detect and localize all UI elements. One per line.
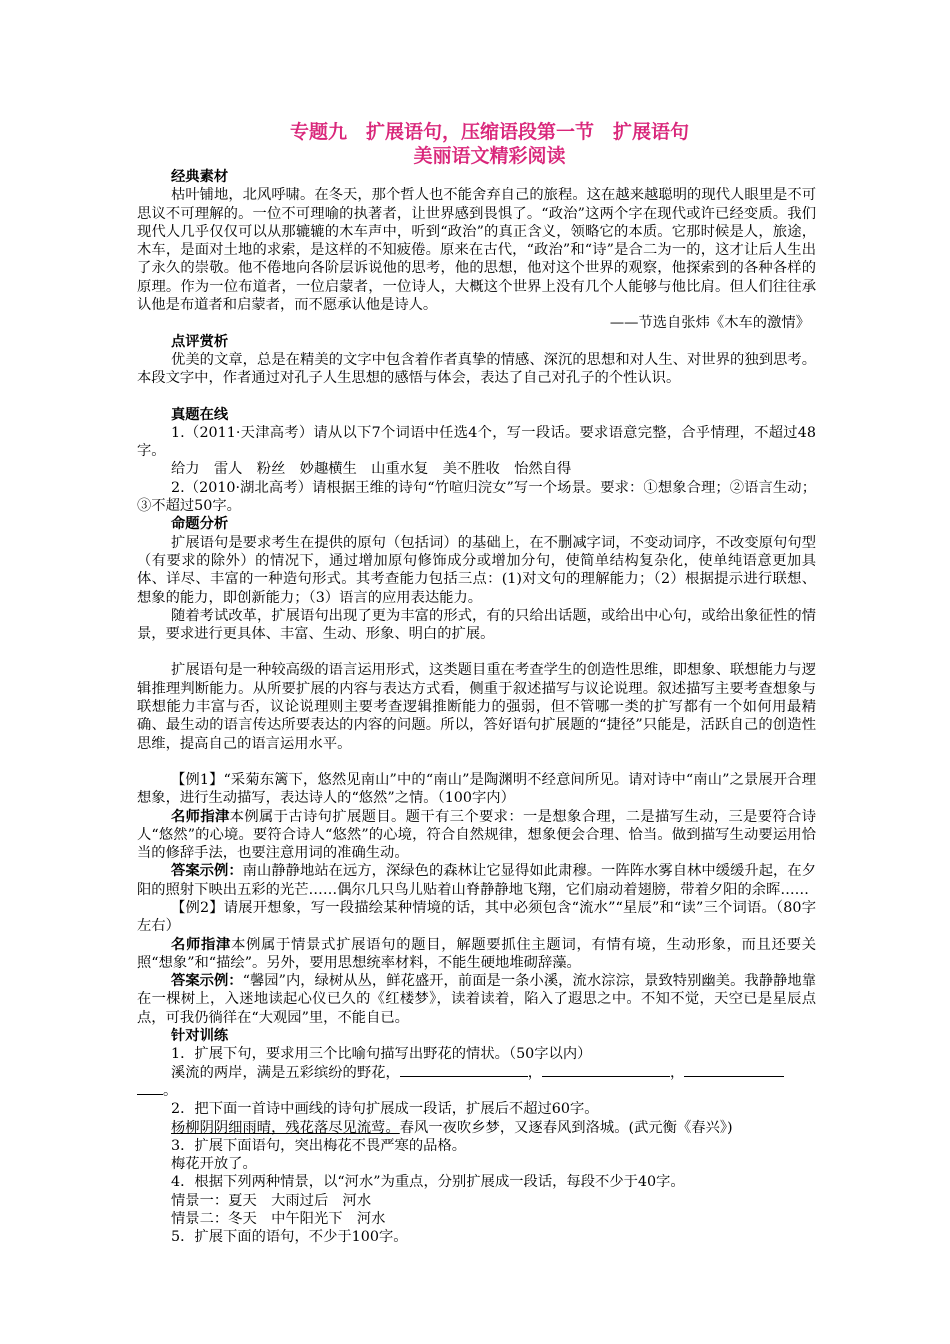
training-item-4-scene-1: 情景一：夏天 大雨过后 河水 xyxy=(171,1192,372,1209)
training-item-1-line-end xyxy=(137,1082,816,1100)
training-item-4-scene-2: 情景二：冬天 中午阳光下 河水 xyxy=(171,1211,386,1228)
example-2-guide-text: 本例属于情景式扩展语句的题目，解题要抓住主题词，有情有境，生动形象，而且还要关照“想象”和“描绘”。另外，要用思想统率材料，不能生硬地堆砌辞藻。 xyxy=(137,936,817,971)
answer-blank-3[interactable] xyxy=(684,1064,784,1077)
analysis-paragraph-3: 扩展语句是一种较高级的语言运用形式，这类题目重在考查学生的创造性思维，即想象、联想能力与逻辑推理判断能力。从所要扩展的内容与表达方式看，侧重于叙述描写与议论说理。叙述描写主要考查想象与联想能力丰富与否，议论说理则主要考查逻辑推断能力的强弱，但不管哪一类的扩写都有一个如何用最精确、最生动的语言传达所要表达的内容的问题。所以，答好语句扩展题的“捷径”只能是，活跃自己的创造性思维，提高自己的语言运用水平。 xyxy=(137,662,816,752)
example-2-question: 【例2】请展开想象，写一段描绘某种情境的话，其中必须包含“流水”“星辰”和“读”三个词语。（80字左右） xyxy=(137,899,816,935)
training-item-1-prompt: 溪流的两岸，满是五彩缤纷的野花， xyxy=(171,1064,400,1081)
example-1-answer-label: 答案示例： xyxy=(171,863,243,880)
example-2-guide xyxy=(137,936,816,973)
title-line-1: 专题九 扩展语句，压缩语段第一节 扩展语句 xyxy=(289,121,689,143)
example-1-guide-label: 名师指津 xyxy=(171,808,230,825)
example-2-answer-label: 答案示例： xyxy=(171,973,243,990)
real-question-1-words: 给力 雷人 粉丝 妙趣横生 山重水复 美不胜收 怡然自得 xyxy=(171,461,572,478)
title-line-2: 美丽语文精彩阅读 xyxy=(413,145,566,167)
training-item-3-line: 梅花开放了。 xyxy=(171,1156,257,1173)
training-item-4: 4．根据下列两种情景，以“河水”为重点，分别扩展成一段话，每段不少于40字。 xyxy=(171,1174,685,1191)
example-1-question: 【例1】“采菊东篱下，悠然见南山”中的“南山”是陶渊明不经意间所见。请对诗中“南山”之景展开合理想象，进行生动描写，表达诗人的“悠然”之情。（100字内） xyxy=(137,771,816,807)
training-item-5: 5．扩展下面的语句，不少于100字。 xyxy=(171,1229,408,1246)
example-1-answer xyxy=(137,862,816,899)
analysis-paragraph-1: 扩展语句是要求考生在提供的原句（包括词）的基础上，在不删减字词，不变动词序，不改变原句句型（有要求的除外）的情况下，通过增加原句修饰成分或增加分句，使简单结构复杂化，使单纯语意更加具体、详尽、丰富的一种造句形式。其考查能力包括三点：(1)对文句的理解能力；（2）根据提示进行联想、想象的能力，即创新能力；（3）语言的应用表达能力。 xyxy=(137,534,816,606)
analysis-paragraph-2: 随着考试改革，扩展语句出现了更为丰富的形式，有的只给出话题，或给出中心句，或给出象征性的情景，要求进行更具体、丰富、生动、形象、明白的扩展。 xyxy=(137,607,816,643)
document-title xyxy=(163,120,816,168)
example-2-answer-text: “馨园”内，绿树从丛，鲜花盛开，前面是一条小溪，流水淙淙，景致特别幽美。我静静地靠在一棵树上，入迷地读起心仪已久的《红楼梦》，读着读着，陷入了遐思之中。不知不觉，天空已是星辰点点，可我仍徜徉在“大观园”里，不能自已。 xyxy=(137,973,816,1026)
training-heading: 针对训练 xyxy=(171,1028,229,1045)
training-item-2-poem xyxy=(137,1119,816,1137)
analysis-heading: 命题分析 xyxy=(171,516,229,533)
training-item-3: 3．扩展下面语句，突出梅花不畏严寒的品格。 xyxy=(171,1137,467,1154)
real-question-1: 1.（2011·天津高考）请从以下7个词语中任选4个，写一段话。要求语意完整，合乎情理，不超过48字。 xyxy=(137,424,816,460)
blank-separator: ， xyxy=(670,1064,685,1081)
blank-separator: ， xyxy=(527,1064,543,1081)
classic-source: ——节选自张炜《木车的激情》 xyxy=(609,315,810,332)
poem-underlined-line: 杨柳阴阴细雨晴，残花落尽见流莺。 xyxy=(171,1119,400,1136)
answer-blank-1[interactable] xyxy=(400,1064,528,1077)
real-question-2: 2.（2010·湖北高考）请根据王维的诗句“竹喧归浣女”写一个场景。要求：①想象合理；②语言生动；③不超过50字。 xyxy=(137,479,816,515)
review-paragraph: 优美的文章，总是在精美的文字中包含着作者真挚的情感、深沉的思想和对人生、对世界的独到思考。本段文字中，作者通过对孔子人生思想的感悟与体会，表达了自己对孔子的个性认识。 xyxy=(137,351,816,387)
example-1-guide xyxy=(137,808,816,863)
real-heading: 真题在线 xyxy=(171,406,229,423)
training-item-1-line xyxy=(137,1064,816,1082)
example-1-guide-text: 本例属于古诗句扩展题目。题干有三个要求：一是想象合理，二是描写生动，三是要符合诗人“悠然”的心境。要符合诗人“悠然”的心境，符合自然规律，想象便会合理、恰当。做到描写生动要运用恰当的修辞手法，也要注意用词的准确生动。 xyxy=(137,808,816,862)
poem-rest: 春风一夜吹乡梦，又逐春风到洛城。(武元衡《春兴》) xyxy=(399,1119,733,1136)
blank-end: 。 xyxy=(163,1082,178,1099)
example-2-answer xyxy=(137,972,816,1027)
example-1-answer-text: 南山静静地站在远方，深绿色的森林让它显得如此肃穆。一阵阵水雾自林中缓缓升起，在夕阳的照射下映出五彩的光芒……偶尔几只鸟儿贴着山脊静静地飞翔，它们扇动着翅膀，带着夕阳的余晖…… xyxy=(137,863,816,898)
training-item-1: 1．扩展下句，要求用三个比喻句描写出野花的情状。（50字以内） xyxy=(171,1046,592,1063)
answer-blank-2[interactable] xyxy=(542,1064,670,1077)
classic-paragraph: 枯叶铺地，北风呼啸。在冬天，那个哲人也不能舍弃自己的旅程。这在越来越聪明的现代人眼里是不可思议不可理解的。一位不可理喻的执著者，让世界感到畏惧了。“政治”这两个字在现代或许已经变质。我们现代人几乎仅仅可以从那辘辘的木车声中，听到“政治”的真正含义，领略它的本质。它那时候是人，旅途，木车，是面对土地的求索，是这样的不知疲倦。原来在古代，“政治”和“诗”是合二为一的，这才让后人生出了永久的崇敬。他不倦地向各阶层诉说他的思考，他的思想，他对这个世界的观察，他探索到的各种各样的原理。作为一位布道者，一位启蒙者，一位诗人，大概这个世界上没有几个人能够与他比肩。但人们往往承认他是布道者和启蒙者，而不愿承认他是诗人。 xyxy=(137,187,816,314)
training-item-2: 2．把下面一首诗中画线的诗句扩展成一段话，扩展后不超过60字。 xyxy=(171,1101,599,1118)
answer-blank-3-continued[interactable] xyxy=(137,1082,163,1095)
classic-heading: 经典素材 xyxy=(171,169,229,185)
review-heading: 点评赏析 xyxy=(171,333,229,350)
example-2-guide-label: 名师指津 xyxy=(171,936,232,953)
